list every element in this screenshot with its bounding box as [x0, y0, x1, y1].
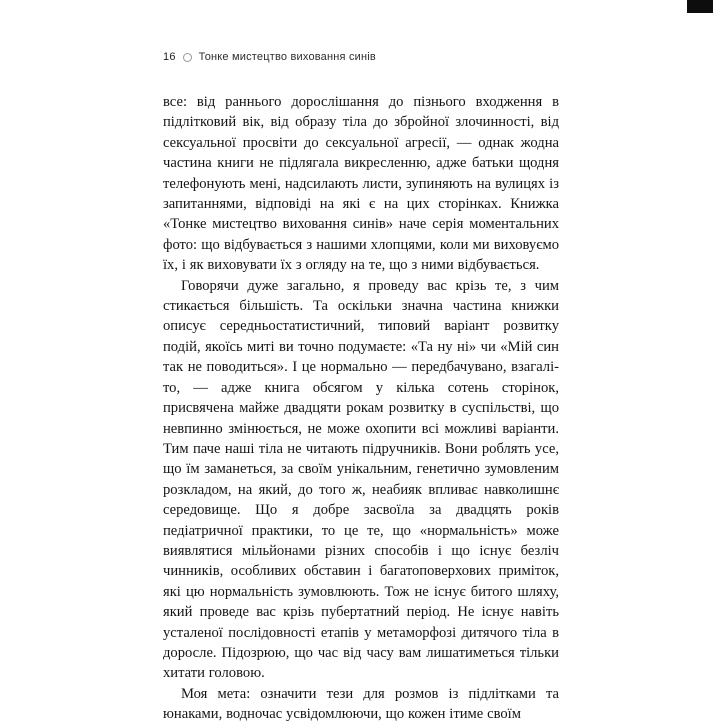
paragraph-1: все: від раннього дорослішання до пізнього входження в підлітковий вік, від образу тіла до збройної злочинності, від сексуальної просвіти до сексуальної агресії, — однак жодна частина книги не підлягала викресленню, адже батьки щодня телефонують мені, надсилають листи, зупиняють на вулицях із запитаннями, відповіді на які є на цих сторінках. Книжка «Тонке мистецтво виховання синів» наче серія моментальних фото: що відбувається з нашими хлопцями, коли ми виховуємо їх, і як виховувати їх з огляду на те, що з ними відбувається. [163, 94, 559, 274]
paragraph-2: Говорячи дуже загально, я проведу вас крізь те, з чим стикається більшість. Та оскільки значна частина книжки описує середньостатистичний, типовий варіант розвитку подій, якоїсь миті ви точно подумаєте: «Та ну ні» чи «Мій син так не поводиться». І це нормально — передбачувано, взагалі-то, — адже книга обсягом у кілька сотень сторінок, присвячена майже двадцяти рокам розвитку в суспільстві, що невпинно змінюється, не може охопити всі можливі варіанти. Тим паче наші тіла не читають підручників. Вони роблять усе, що їм заманеться, за своїм унікальним, генетично зумовленим розкладом, на який, до того ж, неабияк впливає навколишнє середовище. Що я добре засвоїла за двадцять років педіатричної практики, то це те, що «нормальність» може виявлятися мільйонами різних способів і що існує безліч чинників, особливих обставин і багатоповерхових приміток, які цю нормальність зумовлюють. Тож не існує битого шляху, який проведе вас крізь пубертатний період. Не існує навіть усталеної послідовності етапів у метаморфозі дитячого тіла в доросле. Підозрюю, що час від часу вам лишатиметься тільки хитати головою. [163, 277, 559, 682]
running-header [163, 51, 559, 63]
page-number: 16 [163, 51, 176, 63]
paragraph-3: Моя мета: означити тези для розмов із підлітками та юнаками, водночас усвідомлюючи, що кожен ітиме своїм [163, 685, 559, 723]
circle-icon [183, 53, 192, 62]
corner-mark [687, 0, 713, 13]
running-title: Тонке мистецтво виховання синів [198, 51, 376, 63]
body-text [163, 92, 559, 725]
book-page [163, 51, 559, 725]
